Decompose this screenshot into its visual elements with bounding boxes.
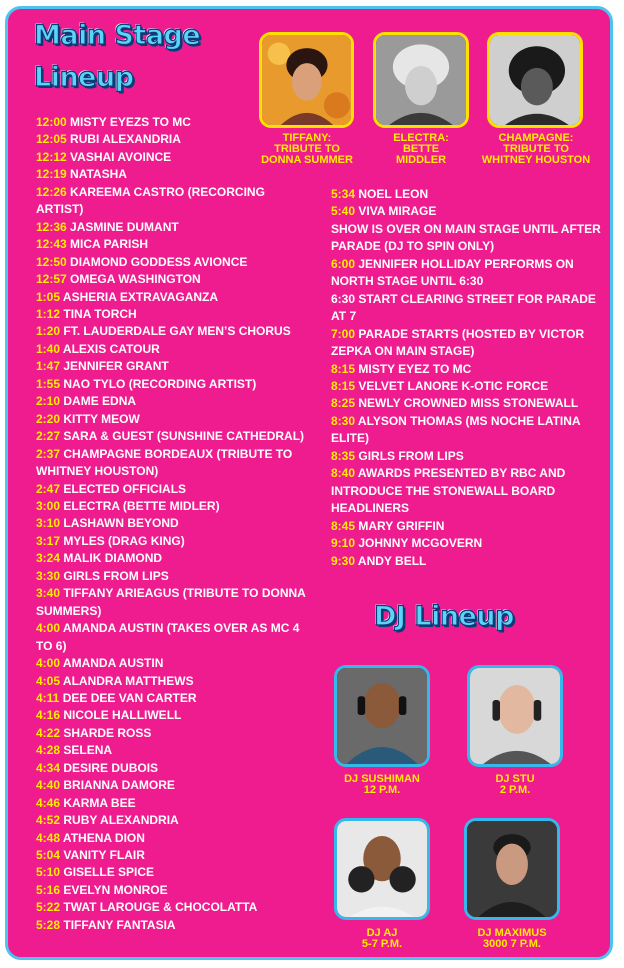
lineup-entry xyxy=(36,446,311,481)
entry-time: 1:40 xyxy=(36,341,61,356)
entry-time: 1:55 xyxy=(36,376,61,391)
entry-time: 2:27 xyxy=(36,429,61,444)
lineup-entry xyxy=(331,326,601,361)
entry-performer: NICOLE HALLIWELL xyxy=(60,708,182,723)
entry-performer: RUBY ALEXANDRIA xyxy=(60,813,179,828)
lineup-entry xyxy=(36,341,311,358)
lineup-entry xyxy=(36,149,311,166)
entry-performer: SHOW IS OVER ON MAIN STAGE UNTIL AFTER PARADE (DJ TO SPIN ONLY) xyxy=(331,221,601,254)
entry-time: 8:45 xyxy=(331,518,356,533)
entry-performer: KARMA BEE xyxy=(60,795,136,810)
entry-performer: TWAT LAROUGE & CHOCOLATTA xyxy=(60,900,258,915)
entry-time: 12:00 xyxy=(36,115,67,129)
entry-time: 4:22 xyxy=(36,725,61,740)
lineup-entry xyxy=(36,533,311,550)
entry-time: 6:00 xyxy=(331,256,356,271)
dj-lineup-heading: DJ Lineup xyxy=(374,601,514,632)
entry-performer: MISTY EYEZS TO MC xyxy=(66,115,191,129)
entry-performer: VIVA MIRAGE xyxy=(355,204,437,219)
entry-performer: FT. LAUDERDALE GAY MEN’S CHORUS xyxy=(60,324,291,339)
entry-performer: TIFFANY ARIEAGUS (TRIBUTE TO DONNA SUMMERS) xyxy=(36,586,306,618)
entry-time: 4:00 xyxy=(36,656,61,671)
entry-performer: JOHNNY MCGOVERN xyxy=(355,536,483,551)
lineup-entry xyxy=(331,518,601,535)
lineup-entry xyxy=(36,899,311,916)
entry-time: 3:00 xyxy=(36,498,61,513)
lineup-entry xyxy=(36,830,311,847)
entry-performer: AMANDA AUSTIN xyxy=(60,656,164,671)
entry-time: 8:30 xyxy=(331,413,356,428)
entry-performer: VELVET LANORE K-OTIC FORCE xyxy=(355,378,549,393)
lineup-entry xyxy=(36,219,311,236)
entry-performer: AWARDS PRESENTED BY RBC AND INTRODUCE THE STONEWALL BOARD HEADLINERS xyxy=(331,466,566,516)
lineup-entry xyxy=(331,291,601,326)
entry-performer: SHARDE ROSS xyxy=(60,725,152,740)
entry-time: 8:40 xyxy=(331,466,356,481)
entry-performer: ELECTRA (BETTE MIDLER) xyxy=(60,498,220,513)
entry-performer: MALIK DIAMOND xyxy=(60,551,163,566)
entry-performer: OMEGA WASHINGTON xyxy=(66,272,201,287)
entry-time: 5:16 xyxy=(36,882,61,897)
entry-performer: ALYSON THOMAS (MS NOCHE LATINA ELITE) xyxy=(331,413,581,446)
entry-performer: ELECTED OFFICIALS xyxy=(60,481,187,496)
entry-performer: ATHENA DION xyxy=(60,830,145,845)
lineup-entry xyxy=(36,428,311,445)
main-stage-heading: Main Stage xyxy=(34,20,201,51)
lineup-entry xyxy=(331,395,601,412)
entry-performer: MYLES (DRAG KING) xyxy=(60,533,185,548)
lineup-entry xyxy=(36,690,311,707)
lineup-entry xyxy=(36,795,311,812)
entry-time: 2:10 xyxy=(36,394,61,409)
entry-time: 12:57 xyxy=(36,272,67,287)
lineup-entry xyxy=(36,393,311,410)
entry-time: 8:35 xyxy=(331,448,356,463)
entry-performer: VASHAI AVOINCE xyxy=(66,149,172,164)
lineup-entry xyxy=(331,465,601,517)
entry-time: 5:28 xyxy=(36,917,61,932)
lineup-entry xyxy=(36,882,311,899)
lineup-entry xyxy=(331,413,601,448)
lineup-entry xyxy=(331,221,601,256)
entry-time: 1:47 xyxy=(36,359,61,374)
entry-time: 12:43 xyxy=(36,237,67,252)
entry-time: 3:40 xyxy=(36,586,61,601)
entry-time: 9:10 xyxy=(331,536,356,551)
tiffany-caption: TIFFANY: TRIBUTE TO DONNA SUMMER xyxy=(261,132,353,166)
entry-time: 5:40 xyxy=(331,204,356,219)
entry-performer: PARADE STARTS (HOSTED BY VICTOR ZEPKA ON MAIN STAGE) xyxy=(331,326,585,359)
entry-time: 5:04 xyxy=(36,848,61,863)
lineup-entry xyxy=(36,236,311,253)
lineup-entry xyxy=(36,411,311,428)
entry-performer: DESIRE DUBOIS xyxy=(60,760,159,775)
entry-time: 3:30 xyxy=(36,568,61,583)
entry-performer: TINA TORCH xyxy=(60,306,137,321)
entry-performer: JENNIFER HOLLIDAY PERFORMS ON NORTH STAGE UNTIL 6:30 xyxy=(331,256,574,289)
entry-performer: GISELLE SPICE xyxy=(60,865,155,880)
entry-performer: EVELYN MONROE xyxy=(60,882,168,897)
entry-time: 12:26 xyxy=(36,184,67,199)
entry-performer: KITTY MEOW xyxy=(60,411,140,426)
entry-time: 12:05 xyxy=(36,132,67,147)
entry-time: 4:48 xyxy=(36,830,61,845)
entry-performer: KAREEMA CASTRO (RECORCING ARTIST) xyxy=(36,184,265,217)
entry-performer: SELENA xyxy=(60,743,113,758)
main-stage-lineup-column-2 xyxy=(331,186,601,570)
lineup-entry xyxy=(36,742,311,759)
lineup-entry xyxy=(36,655,311,672)
entry-time: 12:12 xyxy=(36,149,67,164)
dj-stu-photo xyxy=(467,665,563,767)
lineup-entry xyxy=(36,725,311,742)
entry-time: 8:25 xyxy=(331,396,356,411)
entry-time: 4:00 xyxy=(36,621,61,636)
entry-time: 4:28 xyxy=(36,743,61,758)
entry-performer: VANITY FLAIR xyxy=(60,848,145,863)
main-stage-lineup-column-1 xyxy=(36,114,311,934)
entry-performer: DIAMOND GODDESS AVIONCE xyxy=(66,254,248,269)
lineup-entry xyxy=(36,673,311,690)
lineup-entry xyxy=(36,620,311,655)
entry-time: 1:12 xyxy=(36,306,61,321)
entry-performer: CHAMPAGNE BORDEAUX (TRIBUTE TO WHITNEY HOUSTON) xyxy=(36,446,293,479)
lineup-entry xyxy=(36,358,311,375)
lineup-entry xyxy=(36,585,311,620)
entry-performer: TIFFANY FANTASIA xyxy=(60,917,176,932)
lineup-entry xyxy=(36,306,311,323)
entry-performer: 6:30 START CLEARING STREET FOR PARADE AT 7 xyxy=(331,291,596,324)
entry-performer: JASMINE DUMANT xyxy=(66,219,179,234)
champagne-caption: CHAMPAGNE: TRIBUTE TO WHITNEY HOUSTON xyxy=(481,132,591,166)
entry-time: 1:05 xyxy=(36,289,61,304)
entry-time: 1:20 xyxy=(36,324,61,339)
entry-performer: ALEXIS CATOUR xyxy=(60,341,160,356)
entry-performer: BRIANNA DAMORE xyxy=(60,778,175,793)
entry-time: 5:10 xyxy=(36,865,61,880)
entry-time: 4:46 xyxy=(36,795,61,810)
lineup-entry xyxy=(36,184,311,219)
lineup-entry xyxy=(36,707,311,724)
lineup-entry xyxy=(331,361,601,378)
lineup-entry xyxy=(36,847,311,864)
entry-time: 2:20 xyxy=(36,411,61,426)
dj-maximus-caption: DJ MAXIMUS 3000 7 P.M. xyxy=(477,927,547,950)
lineup-entry xyxy=(36,166,311,183)
lineup-entry xyxy=(36,760,311,777)
lineup-entry xyxy=(36,498,311,515)
entry-performer: NOEL LEON xyxy=(355,187,429,201)
entry-performer: DEE DEE VAN CARTER xyxy=(59,690,197,705)
entry-time: 12:19 xyxy=(36,167,67,182)
lineup-entry xyxy=(36,917,311,934)
lineup-entry xyxy=(36,812,311,829)
lineup-entry xyxy=(331,535,601,552)
champagne-photo xyxy=(487,32,583,128)
lineup-entry xyxy=(36,777,311,794)
entry-performer: ANDY BELL xyxy=(355,553,427,568)
electra-photo xyxy=(373,32,469,128)
entry-performer: NATASHA xyxy=(66,167,127,182)
lineup-entry xyxy=(331,203,601,220)
lineup-entry xyxy=(36,131,311,148)
entry-performer: ASHERIA EXTRAVAGANZA xyxy=(60,289,219,304)
entry-performer: MARY GRIFFIN xyxy=(355,518,445,533)
entry-performer: NAO TYLO (RECORDING ARTIST) xyxy=(60,376,257,391)
dj-stu-caption: DJ STU 2 P.M. xyxy=(495,773,535,796)
entry-time: 4:16 xyxy=(36,708,61,723)
entry-time: 4:11 xyxy=(36,690,60,705)
lineup-entry xyxy=(36,515,311,532)
lineup-entry xyxy=(36,289,311,306)
entry-time: 5:34 xyxy=(331,187,356,201)
entry-performer: JENNIFER GRANT xyxy=(60,359,169,374)
dj-sushiman-caption: DJ SUSHIMAN 12 P.M. xyxy=(344,773,420,796)
entry-time: 2:37 xyxy=(36,446,61,461)
lineup-entry xyxy=(36,550,311,567)
dj-aj-photo xyxy=(334,818,430,920)
entry-time: 4:34 xyxy=(36,760,61,775)
entry-performer: RUBI ALEXANDRIA xyxy=(66,132,181,147)
entry-time: 5:22 xyxy=(36,900,61,915)
entry-performer: MISTY EYEZ TO MC xyxy=(355,361,472,376)
lineup-entry xyxy=(36,271,311,288)
lineup-entry xyxy=(331,256,601,291)
entry-time: 3:17 xyxy=(36,533,61,548)
entry-performer: DAME EDNA xyxy=(60,394,137,409)
entry-time: 8:15 xyxy=(331,361,356,376)
entry-performer: NEWLY CROWNED MISS STONEWALL xyxy=(355,396,579,411)
entry-time: 7:00 xyxy=(331,326,356,341)
lineup-entry xyxy=(331,378,601,395)
entry-time: 3:24 xyxy=(36,551,61,566)
lineup-entry xyxy=(36,114,311,131)
entry-time: 8:15 xyxy=(331,378,356,393)
lineup-entry xyxy=(36,481,311,498)
entry-time: 4:40 xyxy=(36,778,61,793)
lineup-entry xyxy=(36,323,311,340)
entry-performer: MICA PARISH xyxy=(66,237,149,252)
electra-caption: ELECTRA: BETTE MIDDLER xyxy=(393,132,449,166)
entry-time: 4:52 xyxy=(36,813,61,828)
entry-performer: GIRLS FROM LIPS xyxy=(60,568,169,583)
dj-aj-caption: DJ AJ 5-7 P.M. xyxy=(361,927,403,950)
entry-time: 4:05 xyxy=(36,673,61,688)
dj-maximus-photo xyxy=(464,818,560,920)
main-stage-heading-line2: Lineup xyxy=(34,62,134,93)
entry-time: 2:47 xyxy=(36,481,61,496)
lineup-entry xyxy=(36,864,311,881)
entry-time: 3:10 xyxy=(36,516,61,531)
entry-performer: GIRLS FROM LIPS xyxy=(355,448,464,463)
entry-performer: ALANDRA MATTHEWS xyxy=(60,673,194,688)
entry-performer: LASHAWN BEYOND xyxy=(60,516,179,531)
entry-performer: SARA & GUEST (SUNSHINE CATHEDRAL) xyxy=(60,429,305,444)
lineup-entry xyxy=(331,448,601,465)
lineup-entry xyxy=(331,553,601,570)
entry-time: 12:36 xyxy=(36,219,67,234)
entry-time: 9:30 xyxy=(331,553,356,568)
entry-performer: AMANDA AUSTIN (TAKES OVER AS MC 4 TO 6) xyxy=(36,621,300,653)
dj-sushiman-photo xyxy=(334,665,430,767)
entry-time: 12:50 xyxy=(36,254,67,269)
lineup-entry xyxy=(331,186,601,203)
lineup-entry xyxy=(36,254,311,271)
lineup-entry xyxy=(36,568,311,585)
lineup-entry xyxy=(36,376,311,393)
